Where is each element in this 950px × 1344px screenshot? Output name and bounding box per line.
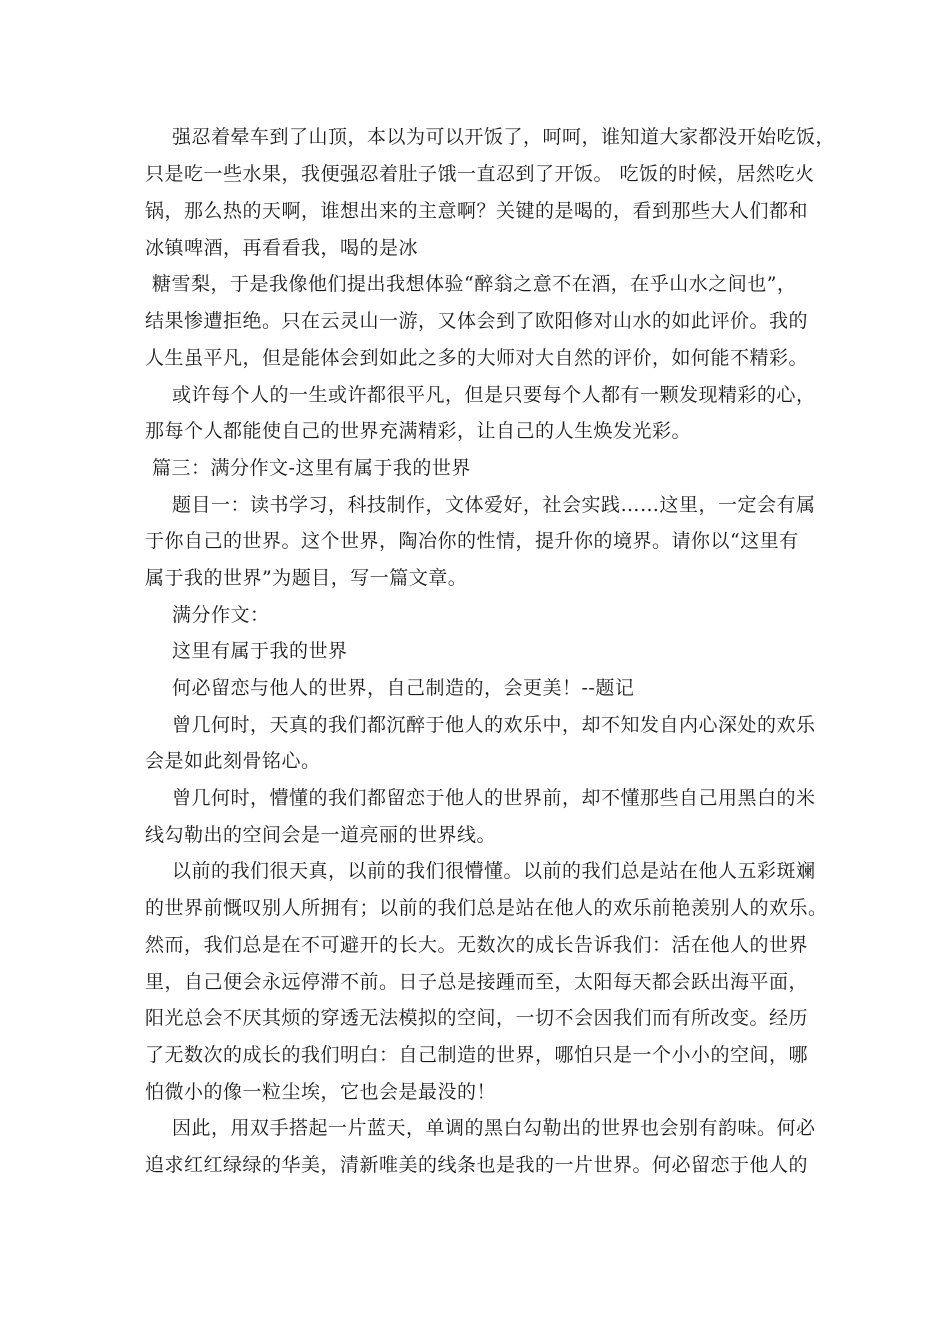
- text-line: 追求红红绿绿的华美，清新唯美的线条也是我的一片世界。何必留恋于他人的: [145, 1154, 809, 1176]
- text-line: 锅，那么热的天啊，谁想出来的主意啊？关键的是喝的，看到那些大人们都和: [145, 200, 809, 222]
- text-line: 属于我的世界”为题目，写一篇文章。: [145, 567, 468, 589]
- text-line: 的世界前慨叹别人所拥有；以前的我们总是站在他人的欢乐前艳羡别人的欢乐。: [145, 897, 828, 919]
- epigraph: 何必留恋与他人的世界，自己制造的，会更美！--题记: [172, 677, 635, 699]
- text-line: 强忍着晕车到了山顶，本以为可以开饭了，呵呵，谁知道大家都没开始吃饭，: [172, 126, 836, 148]
- text-line: 那每个人都能使自己的世界充满精彩，让自己的人生焕发光彩。: [145, 420, 692, 442]
- section-heading: 篇三：满分作文-这里有属于我的世界: [152, 457, 471, 479]
- text-line: 满分作文：: [172, 604, 270, 626]
- text-line: 人生虽平凡，但是能体会到如此之多的大师对大自然的评价，如何能不精彩。: [145, 347, 809, 369]
- text-line: 或许每个人的一生或许都很平凡，但是只要每个人都有一颗发现精彩的心，: [172, 384, 816, 406]
- text-line: 怕微小的像一粒尘埃，它也会是最没的！: [145, 1081, 497, 1103]
- text-line: 于你自己的世界。这个世界，陶冶你的性情，提升你的境界。请你以“这里有: [145, 530, 799, 552]
- text-line: 线勾勒出的空间会是一道亮丽的世界线。: [145, 824, 497, 846]
- text-line: 了无数次的成长的我们明白：自己制造的世界，哪怕只是一个小小的空间，哪: [145, 1044, 809, 1066]
- text-line: 因此，用双手搭起一片蓝天，单调的黑白勾勒出的世界也会别有韵味。何必: [172, 1117, 816, 1139]
- text-line: 题目一：读书学习，科技制作，文体爱好，社会实践……这里，一定会有属: [172, 494, 816, 516]
- text-line: 曾几何时，懵懂的我们都留恋于他人的世界前，却不懂那些自己用黑白的米: [172, 787, 816, 809]
- text-line: 里，自己便会永远停滞不前。日子总是接踵而至，太阳每天都会跃出海平面，: [145, 971, 809, 993]
- text-line: 糖雪梨，于是我像他们提出我想体验“醉翁之意不在酒，在乎山水之间也”，: [152, 273, 797, 295]
- essay-title: 这里有属于我的世界: [172, 640, 348, 662]
- text-line: 然而，我们总是在不可避开的长大。无数次的成长告诉我们：活在他人的世界: [145, 934, 809, 956]
- text-line: 结果惨遭拒绝。只在云灵山一游，又体会到了欧阳修对山水的如此评价。我的: [145, 310, 809, 332]
- text-line: 阳光总会不厌其烦的穿透无法模拟的空间，一切不会因我们而有所改变。经历: [145, 1007, 809, 1029]
- text-line: 曾几何时，天真的我们都沉醉于他人的欢乐中，却不知发自内心深处的欢乐: [172, 714, 816, 736]
- text-line: 以前的我们很天真，以前的我们很懵懂。以前的我们总是站在他人五彩斑斓: [172, 860, 816, 882]
- text-line: 只是吃一些水果，我便强忍着肚子饿一直忍到了开饭。 吃饭的时候，居然吃火: [145, 163, 815, 185]
- text-line: 会是如此刻骨铭心。: [145, 750, 321, 772]
- text-line: 冰镇啤酒，再看看我，喝的是冰: [145, 237, 419, 259]
